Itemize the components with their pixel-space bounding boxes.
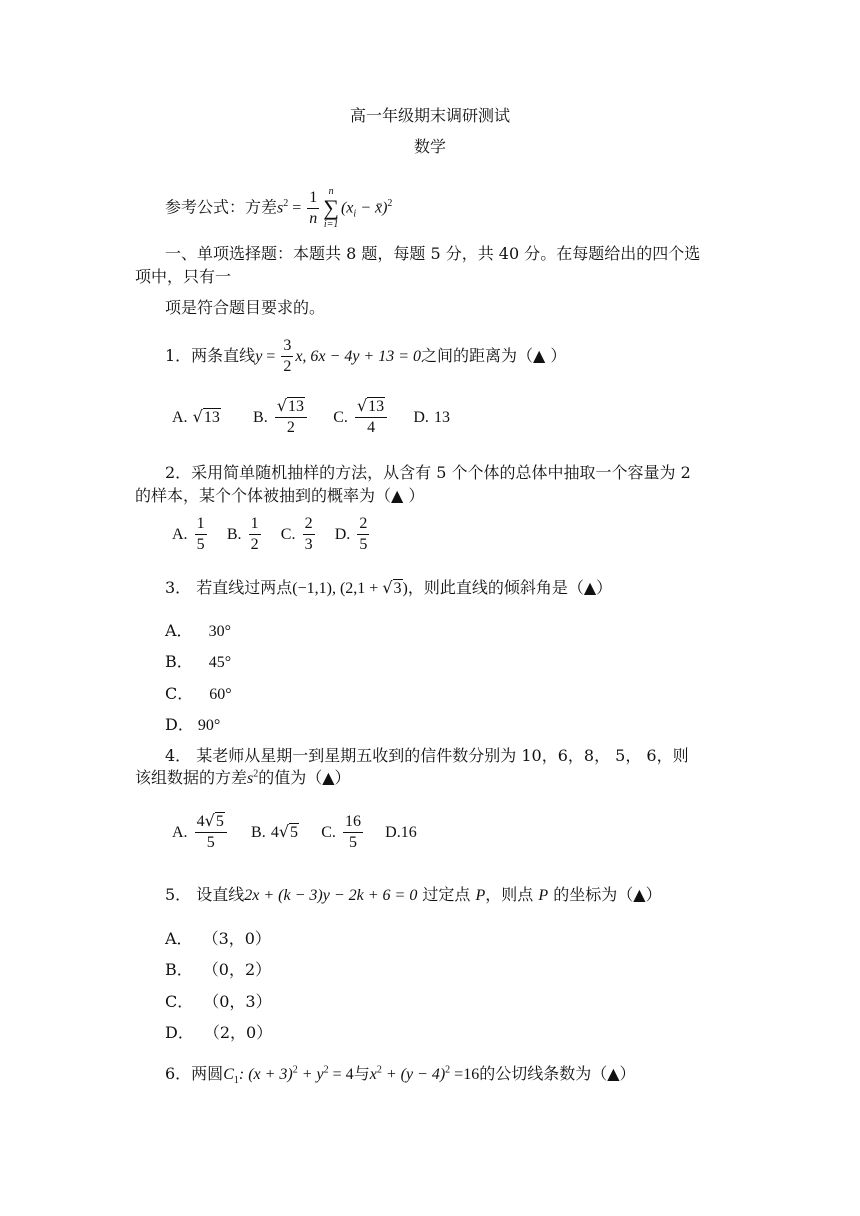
q6-eq1b: + y [297, 1066, 324, 1083]
q4-line1: 4． 某老师从星期一到星期五收到的信件数分别为 10，6，8， 5， 6，则 [165, 746, 689, 765]
q6-eq2b: + (y − 4) [381, 1066, 446, 1083]
q2-option-b [226, 515, 263, 553]
fraction [249, 514, 261, 555]
formula-body-rest: − x̄) [356, 199, 388, 217]
denominator: 2 [250, 536, 259, 553]
option-text: 30° [208, 623, 231, 640]
exponent: 2 [323, 1064, 329, 1076]
q2-option-c [280, 515, 317, 553]
q1-prefix: 1．两条直线 [165, 346, 256, 365]
option-label: C. [280, 526, 296, 543]
option-label: B． [165, 652, 193, 671]
option-label: A. [172, 823, 188, 841]
q3-option-c [165, 684, 232, 705]
q1-y: y [255, 348, 263, 365]
sqrt: √3 [382, 578, 402, 597]
coefficient: 4 [270, 823, 279, 841]
q6-eq2a: x [369, 1066, 377, 1083]
sum-lower: i=1 [323, 219, 339, 230]
option-text: （2，0） [203, 1023, 273, 1042]
radicand: 3 [393, 580, 402, 597]
q5-option-d [165, 1023, 272, 1043]
q1-option-a [172, 407, 221, 426]
q4-options [172, 811, 417, 853]
option-label: C. [321, 823, 336, 841]
q5-mid: 过定点 [417, 885, 476, 904]
q2-line2: 的样本，某个个体被抽到的概率为（▲ ） [135, 486, 425, 505]
reference-formula [165, 186, 392, 230]
formula-lhs: s [277, 199, 284, 217]
formula-den: n [309, 209, 318, 227]
q3-close: ) [402, 580, 408, 597]
q2-option-d [334, 515, 372, 553]
numerator: 2 [357, 514, 369, 535]
q4-option-d [385, 822, 417, 841]
radicand: 5 [215, 813, 224, 830]
q5-point-p: P [475, 887, 486, 904]
denominator: 5 [359, 536, 368, 553]
option-label: B. [226, 526, 242, 543]
exam-subject: 数学 [413, 137, 446, 156]
option-label: D. [334, 526, 351, 543]
formula-label: 参考公式：方差 [165, 197, 278, 217]
option-label: D. [385, 823, 401, 841]
radicand: 13 [288, 398, 305, 415]
q4-option-c [321, 812, 365, 851]
sqrt: √13 [192, 406, 220, 426]
numerator: 1 [249, 514, 261, 535]
fraction [195, 811, 227, 853]
q4-line2-start: 该组数据的方差 [135, 768, 248, 787]
q2-line1: 2．采用简单随机抽样的方法，从含有 5 个个体的总体中抽取一个容量为 2 [165, 463, 691, 482]
section-heading-line2: 项是符合题目要求的。 [165, 298, 326, 317]
q1-options [172, 396, 450, 438]
question-5 [165, 885, 662, 906]
q3-suffix: ，则此直线的倾斜角是（▲） [407, 578, 613, 597]
exponent: 2 [376, 1064, 382, 1076]
option-label: B. [251, 823, 266, 841]
option-label: C． [165, 992, 194, 1011]
sum-upper: n [328, 186, 334, 197]
formula-fraction [307, 188, 319, 229]
option-text: 60° [209, 686, 232, 703]
q3-prefix: 3． 若直线过两点 [165, 578, 293, 597]
fraction [355, 396, 387, 438]
q1-den: 2 [283, 358, 292, 375]
q1-eq: = [262, 348, 280, 365]
denominator: 5 [206, 834, 215, 851]
q1-option-b [253, 396, 309, 436]
option-text: （3，0） [202, 929, 271, 948]
option-label: C． [165, 684, 194, 703]
option-text: 45° [208, 654, 232, 671]
q4-s-exp: 2 [253, 768, 259, 780]
q6-c1: C [223, 1066, 234, 1083]
denominator: 2 [286, 419, 295, 436]
sqrt: √13 [356, 396, 385, 415]
exponent: 2 [445, 1064, 451, 1076]
q6-suffix: 的公切线条数为（▲） [479, 1064, 636, 1083]
q5-point-p-2: P [538, 887, 549, 904]
q6-eq2c: =16 [450, 1066, 480, 1083]
q1-option-c [333, 396, 389, 436]
denominator: 5 [348, 833, 357, 851]
q1-option-d [413, 407, 450, 426]
q4-line2-end: 的值为（▲） [258, 768, 351, 787]
exponent: 2 [292, 1064, 298, 1076]
option-label: A． [165, 621, 193, 640]
q2-options [172, 514, 371, 555]
radicand: 13 [368, 398, 385, 415]
option-text: 90° [197, 717, 221, 734]
q3-option-d [165, 715, 220, 736]
sqrt: √5 [278, 821, 299, 841]
formula-body: (x [340, 199, 354, 217]
option-label: D． [165, 715, 194, 734]
q4-option-a [172, 811, 229, 851]
option-text: 13 [434, 408, 451, 426]
option-label: A． [165, 929, 193, 948]
formula-body-sub: i [353, 208, 357, 220]
section-heading-line1: 一、单项选择题：本题共 8 题，每题 5 分，共 40 分。在每题给出的四个选 [165, 244, 701, 263]
coefficient: 4 [196, 813, 205, 830]
option-label: A. [172, 526, 188, 543]
fraction [303, 514, 315, 555]
fraction [343, 812, 363, 853]
option-label: A. [172, 408, 188, 426]
numerator: 2 [303, 514, 315, 535]
q5-prefix: 5． 设直线 [165, 885, 245, 904]
q5-equation: 2x + (k − 3)y − 2k + 6 = 0 [244, 887, 418, 904]
q2-option-a [172, 515, 209, 553]
q1-fraction [281, 336, 293, 377]
fraction [195, 514, 207, 555]
option-text: 16 [400, 823, 417, 841]
formula-eq: = [288, 199, 306, 217]
radicand: 5 [290, 823, 299, 841]
option-label: B． [165, 960, 193, 979]
option-label: D． [165, 1023, 194, 1042]
numerator: 16 [343, 812, 363, 833]
q5-mid2: ，则点 [485, 885, 539, 904]
q4-s: s [247, 770, 254, 787]
option-text: （0，3） [203, 992, 272, 1011]
exam-title: 高一年级期末调研测试 [349, 106, 510, 125]
question-3 [165, 578, 612, 599]
formula-num: 1 [307, 188, 319, 209]
q4-option-b [251, 822, 299, 841]
option-label: C. [333, 408, 348, 426]
sigma-symbol: ∑ [323, 195, 339, 220]
formula-lhs-exp: 2 [283, 198, 289, 210]
denominator: 4 [367, 419, 376, 436]
q1-num: 3 [281, 336, 293, 357]
fraction [357, 514, 369, 555]
q3-points: (−1,1), (2,1 + [292, 580, 383, 597]
denominator: 5 [196, 536, 205, 553]
summation-sign [323, 186, 339, 230]
denominator: 3 [304, 536, 313, 553]
q1-suffix: 之间的距离为（▲ ） [421, 346, 567, 365]
sqrt: √13 [276, 396, 305, 415]
q5-suffix: 的坐标为（▲） [548, 885, 662, 904]
q5-option-c [165, 992, 272, 1012]
q3-option-a [165, 621, 231, 642]
option-text: （0，2） [202, 960, 272, 979]
q4-line2 [135, 768, 351, 789]
q6-prefix: 6．两圆 [165, 1064, 224, 1083]
q6-eq1c: = 4 [328, 1066, 354, 1083]
option-label: B. [253, 408, 268, 426]
sqrt: √5 [204, 811, 224, 830]
q6-eq1: : (x + 3) [238, 1066, 293, 1083]
q5-option-a [165, 929, 271, 949]
question-6 [165, 1064, 636, 1085]
q3-option-b [165, 652, 231, 673]
numerator: 1 [195, 514, 207, 535]
q6-mid: 与 [353, 1064, 370, 1083]
question-1 [165, 336, 566, 377]
formula-body-sup: 2 [387, 198, 393, 210]
section-heading-line1b: 项中，只有一 [135, 267, 232, 286]
radicand: 13 [203, 408, 220, 426]
option-label: D. [413, 408, 429, 426]
q6-c1-sub: 1 [233, 1075, 239, 1087]
fraction [275, 396, 307, 438]
q5-option-b [165, 960, 271, 980]
q1-rest: x, 6x − 4y + 13 = 0 [295, 348, 422, 365]
